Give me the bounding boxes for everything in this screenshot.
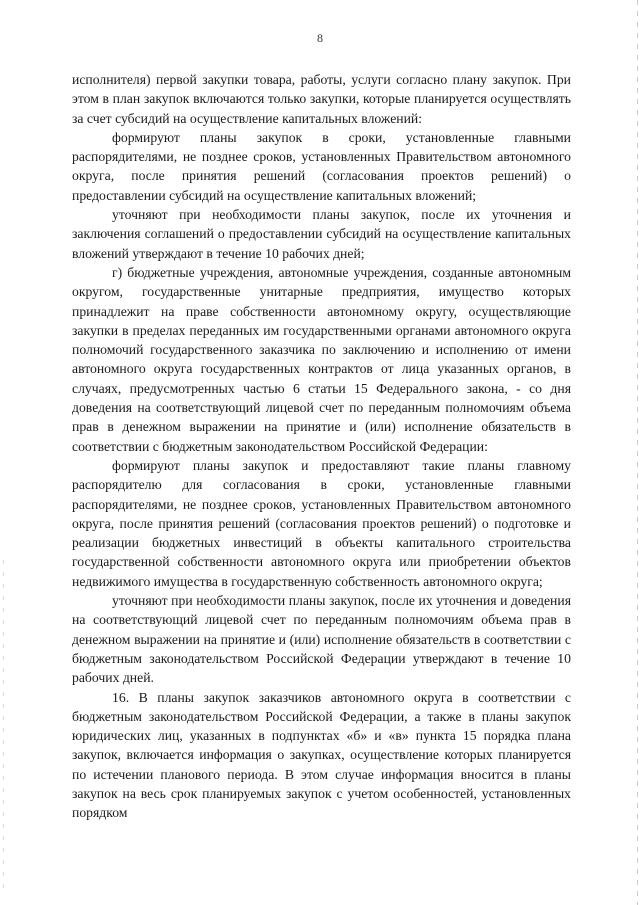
scan-edge-right [637, 0, 638, 905]
paragraph-update-plans: уточняют при необходимости планы закупок, после их уточнения и заключения соглашений о предоставлении субсидий на осуществление капитальных вложений утверждают в течение 10 рабочих дней; [72, 207, 571, 261]
paragraph-item-g: г) бюджетные учреждения, автономные учреждения, созданные автономным округом, государственные унитарные предприятия, имущество которых принадлежит на праве собственности автономному округу, осуществляющие закупки в пределах переданных им государственными органами автономного округа полномочий государственного заказчика по заключению и исполнению от имени автономного округа государственных контрактов от лица указанных органов, в случаях, предусмотренных частью 6 статьи 15 Федерального закона, - со дня доведения на соответствующий лицевой счет по переданным полномочиям объема прав в денежном выражении на принятие и (или) исполнение обязательств в соответствии с бюджетным законодательством Российской Федерации: [72, 264, 571, 454]
scan-edge-left [3, 560, 4, 890]
page-number: 8 [317, 31, 323, 45]
paragraph-update-approve-plans: уточняют при необходимости планы закупок, после их уточнения и доведения на соответствующий лицевой счет по переданным полномочиям объема прав в денежном выражении на принятие и (или) исполнение обязательств в соответствии с бюджетным законодательством Российской Федерации утверждают в течение 10 рабочих дней. [72, 593, 571, 686]
paragraph-form-plans: формируют планы закупок в сроки, установленные главными распорядителями, не позднее сроков, установленных Правительством автономного округа, после принятия решений (согласования проектов решений) о предоставлении субсидий на осуществление капитальных вложений; [72, 129, 571, 203]
paragraph-continuation: исполнителя) первой закупки товара, работы, услуги согласно плану закупок. При этом в план закупок включаются только закупки, которые планируется осуществлять за счет субсидий на осуществление капитальных вложений: [72, 72, 571, 126]
paragraph-item-16: 16. В планы закупок заказчиков автономного округа в соответствии с бюджетным законодательством Российской Федерации, а также в планы закупок юридических лиц, указанных в подпунктах «б» и «в» пункта 15 порядка плана закупок, включается информация о закупках, осуществление которых планируется по истечении планового периода. В этом случае информация вносится в планы закупок на весь срок планируемых закупок с учетом особенностей, установленных порядком [72, 689, 571, 821]
document-body [72, 70, 571, 823]
paragraph-form-submit-plans: формируют планы закупок и предоставляют такие планы главному распорядителю для согласования в сроки, установленные главными распорядителями, не позднее сроков, установленных Правительством автономного округа, после принятия решений (согласования проектов решений) о подготовке и реализации бюджетных инвестиций в объекты капитального строительства государственной собственности автономного округа или приобретении объектов недвижимого имущества в государственную собственность автономного округа; [72, 457, 571, 589]
